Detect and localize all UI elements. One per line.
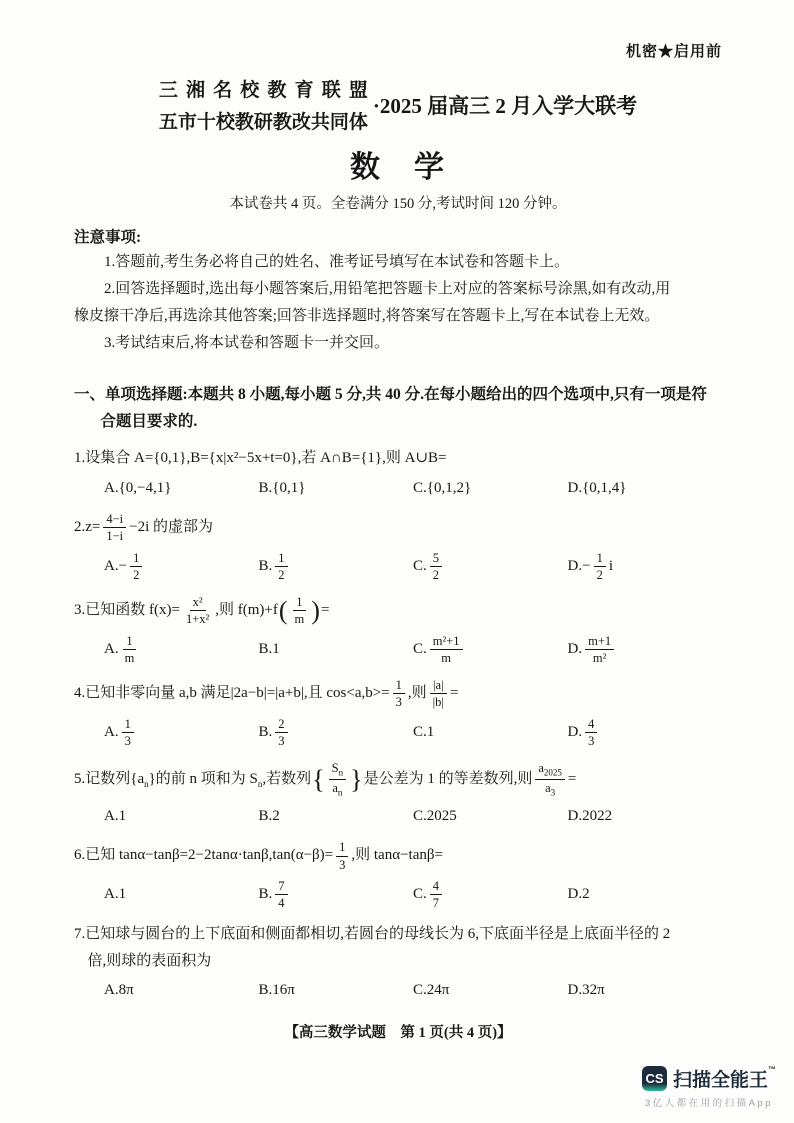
fraction-numerator: 4−i (103, 511, 126, 528)
question-3-option-d (568, 633, 723, 667)
question-3-option-a (104, 633, 259, 667)
exam-header (74, 75, 722, 134)
question-7-option-d: D.32π (567, 982, 605, 999)
question-7 (74, 922, 722, 1003)
fraction-numerator: m+1 (585, 633, 614, 650)
question-6-option-d: D.2 (567, 886, 590, 903)
fraction-denominator: m (441, 650, 452, 665)
fraction (430, 878, 442, 912)
question-1-option-b: B.{0,1} (258, 479, 306, 496)
question-3-options (74, 633, 722, 667)
fraction-denominator: 3 (339, 857, 346, 872)
question-2-text-pre: 2.z= (74, 519, 101, 536)
question-6-options (74, 878, 722, 912)
organizer-line2: 五市十校教研教改共同体 (158, 112, 368, 133)
fraction (122, 633, 138, 667)
option-label: A. (104, 640, 119, 657)
question-2-option-c (413, 550, 568, 584)
option-label: A. (104, 557, 119, 574)
fraction-denominator: 2 (278, 567, 285, 582)
subscript-n: n (257, 779, 263, 790)
term-base: a (332, 781, 338, 796)
question-3-text-post: = (320, 602, 330, 619)
question-2-option-b (259, 550, 414, 584)
option-label: B. (258, 557, 273, 574)
question-5-text-p3: ,若数列 (262, 771, 312, 788)
exam-session-title: ·2025 届高三 2 月入学大联考 (372, 93, 638, 118)
fraction-numerator: 1 (123, 633, 135, 650)
fraction-numerator: 4 (430, 878, 442, 895)
question-5-text-p5: = (567, 771, 577, 788)
question-4-option-a (104, 716, 259, 750)
notice-2-line1: 2.回答选择题时,选出每小题答案后,用铅笔把答题卡上对应的答案标号涂黑,如有改动,用 (104, 281, 671, 297)
fraction-numerator: 7 (275, 878, 287, 895)
option-label: C. (413, 640, 427, 657)
left-brace: { (312, 764, 325, 794)
right-brace: } (350, 764, 363, 794)
confidential-banner: 机密★启用前 (625, 44, 722, 60)
question-5-text-p1: 5.记数列{a (74, 771, 145, 788)
watermark-tagline: 3亿人都在用的扫描App (644, 1098, 774, 1109)
option-sign: − (118, 557, 128, 574)
fraction (122, 716, 134, 750)
question-3-text-pre: 3.已知函数 f(x)= (74, 602, 180, 619)
question-7-options (74, 979, 722, 1003)
section-1-heading-line2: 合题目要求的. (100, 413, 198, 431)
fraction (535, 760, 565, 799)
fraction (585, 716, 597, 750)
question-5-option-c: C.2025 (413, 807, 457, 824)
question-7-option-c: C.24π (413, 982, 450, 999)
fraction-denominator: 3 (278, 733, 285, 748)
notice-1: 1.答题前,考生务必将自己的姓名、准考证号填写在本试卷和答题卡上。 (104, 254, 570, 270)
question-2-option-d (568, 550, 723, 584)
question-6-option-c (413, 878, 568, 912)
fraction-denominator: 2 (432, 567, 440, 582)
question-7-option-b: B.16π (258, 982, 295, 999)
question-1 (74, 446, 722, 500)
watermark-brand (673, 1065, 776, 1092)
question-5-option-b: B.2 (258, 807, 280, 824)
fraction-numerator: 1 (594, 550, 606, 567)
fraction (130, 550, 142, 584)
watermark-row (642, 1065, 776, 1092)
fraction (393, 677, 405, 711)
fraction (336, 839, 348, 873)
fraction-numerator: x² (190, 594, 206, 611)
question-4-text-pre: 4.已知非零向量 a,b 满足|2a−b|=|a+b|,且 cos<a,b>= (74, 685, 390, 702)
question-7-stem-line2: 倍,则球的表面积为 (87, 953, 212, 970)
fraction (275, 716, 287, 750)
fraction (594, 550, 606, 584)
option-label: A. (104, 723, 119, 740)
question-7-stem-line1: 7.已知球与圆台的上下底面和侧面都相切,若圆台的母线长为 6,下底面半径是上底面半径的 2 (74, 926, 671, 943)
section-1-heading (74, 381, 722, 435)
term-base: a (538, 761, 544, 775)
question-6 (74, 839, 722, 911)
fraction-denominator: m (124, 650, 135, 665)
subscript-3: 3 (550, 787, 556, 798)
fraction (183, 594, 212, 628)
question-6-stem (74, 839, 722, 873)
fraction-denominator: 7 (432, 896, 440, 911)
question-4-text-mid: ,则 (407, 685, 427, 702)
option-label: D. (567, 640, 583, 657)
scanner-watermark (642, 1065, 776, 1109)
trademark-icon: ™ (768, 1065, 776, 1074)
question-3-stem (74, 594, 722, 628)
option-label: B. (258, 723, 273, 740)
paper-info: 本试卷共 4 页。全卷满分 150 分,考试时间 120 分钟。 (229, 196, 567, 212)
question-6-text-pre: 6.已知 tanα−tanβ=2−2tanα·tanβ,tan(α−β)= (74, 847, 334, 864)
organizer-line1: 三湘名校教育联盟 (158, 80, 368, 101)
fraction (430, 550, 442, 584)
question-4-stem (74, 677, 722, 711)
question-7-option-a: A.8π (104, 982, 134, 999)
question-5-text-p2: }的前 n 项和为 S (148, 771, 258, 788)
fraction-denominator: 2 (596, 567, 603, 582)
camscanner-logo-icon: CS (642, 1066, 667, 1091)
fraction-numerator: 1 (336, 839, 348, 856)
question-2-option-a (104, 550, 259, 584)
fraction-denominator: 1−i (106, 529, 124, 544)
question-6-text-post: ,则 tanα−tanβ= (351, 847, 443, 864)
question-2-options (74, 550, 722, 584)
fraction (430, 633, 463, 667)
question-1-option-d: D.{0,1,4} (567, 479, 627, 496)
option-label: D. (567, 723, 583, 740)
question-5-options (74, 804, 722, 828)
question-4-options (74, 716, 722, 750)
question-3-option-c (413, 633, 568, 667)
question-2-text-post: −2i 的虚部为 (129, 519, 214, 536)
fraction (275, 878, 287, 912)
subscript-n: n (144, 779, 149, 790)
notice-2-line2: 橡皮擦干净后,再选涂其他答案;回答非选择题时,将答案写在答题卡上,写在本试卷上无效。 (74, 308, 660, 324)
option-label: B. (258, 886, 273, 903)
question-6-option-a: A.1 (104, 886, 127, 903)
fraction-denominator (542, 780, 558, 799)
fraction-numerator: 2 (275, 716, 287, 733)
fraction-numerator: m²+1 (430, 633, 463, 650)
term-base: a (545, 781, 551, 796)
fraction (430, 677, 447, 711)
option-suffix: i (608, 557, 613, 574)
option-label: D. (567, 557, 583, 574)
term-base: S (331, 761, 339, 775)
fraction-denominator: 4 (278, 896, 285, 911)
question-5-stem (74, 760, 722, 799)
fraction (585, 633, 614, 667)
fraction-denominator (329, 780, 345, 799)
question-4-option-d (568, 716, 723, 750)
question-6-option-b (259, 878, 414, 912)
question-1-option-c: C.{0,1,2} (413, 479, 472, 496)
fraction-denominator: 1+x² (185, 612, 210, 627)
fraction (103, 511, 126, 545)
question-3-text-mid: ,则 f(m)+f (215, 602, 278, 619)
fraction-numerator: 4 (585, 716, 597, 733)
fraction (292, 594, 308, 628)
fraction-numerator: 1 (275, 550, 287, 567)
right-paren: ) (311, 595, 320, 625)
fraction-denominator: |b| (432, 695, 444, 710)
question-4-option-b (259, 716, 414, 750)
fraction-numerator: 1 (122, 716, 134, 733)
fraction (329, 760, 346, 799)
question-2-stem (74, 511, 722, 545)
fraction-denominator: 3 (124, 733, 131, 748)
notice-title: 注意事项: (74, 229, 142, 246)
question-5 (74, 760, 722, 828)
watermark-brand-text: 扫描全能王 (672, 1070, 768, 1091)
question-5-text-p4: 是公差为 1 的等差数列,则 (363, 771, 533, 788)
fraction-numerator: 1 (393, 677, 405, 694)
question-3-option-b: B.1 (258, 640, 280, 657)
option-sign: − (582, 557, 591, 574)
fraction-denominator: m² (592, 650, 607, 665)
fraction-denominator: 3 (395, 695, 402, 710)
question-5-option-a: A.1 (104, 807, 127, 824)
fraction-denominator: 3 (588, 733, 595, 748)
fraction-numerator (535, 760, 565, 780)
question-5-option-d: D.2022 (567, 807, 613, 824)
question-3 (74, 594, 722, 666)
left-paren: ( (278, 595, 288, 625)
organizer-names (159, 75, 368, 134)
question-1-option-a: A.{0,−4,1} (104, 479, 172, 496)
fraction-numerator: 1 (130, 550, 142, 567)
subject-title: 数 学 (350, 151, 446, 184)
fraction-numerator: 5 (430, 550, 442, 567)
question-2 (74, 511, 722, 583)
page-footer: 【高三数学试题 第 1 页(共 4 页)】 (284, 1024, 512, 1041)
fraction-denominator: 2 (133, 567, 140, 582)
question-1-stem: 1.设集合 A={0,1},B={x|x²−5x+t=0},若 A∩B={1},则 A∪B= (74, 450, 447, 467)
question-4 (74, 677, 722, 749)
fraction-denominator: m (294, 612, 305, 627)
subscript-n: n (337, 787, 343, 798)
question-1-options (74, 476, 722, 500)
option-label: C. (413, 886, 427, 903)
question-4-text-post: = (449, 685, 459, 702)
section-1-heading-line1: 一、单项选择题:本题共 8 小题,每小题 5 分,共 40 分.在每小题给出的四个选项中,只有一项是符 (74, 386, 707, 403)
fraction-numerator: 1 (293, 594, 305, 611)
fraction-numerator (329, 760, 346, 780)
notice-3: 3.考试结束后,将本试卷和答题卡一并交回。 (104, 335, 390, 351)
subscript-n: n (338, 767, 344, 778)
option-label: C. (413, 557, 427, 574)
question-4-option-c: C.1 (413, 723, 435, 740)
fraction (275, 550, 287, 584)
fraction-numerator: |a| (430, 677, 447, 694)
subscript-2025: 2025 (543, 767, 562, 778)
